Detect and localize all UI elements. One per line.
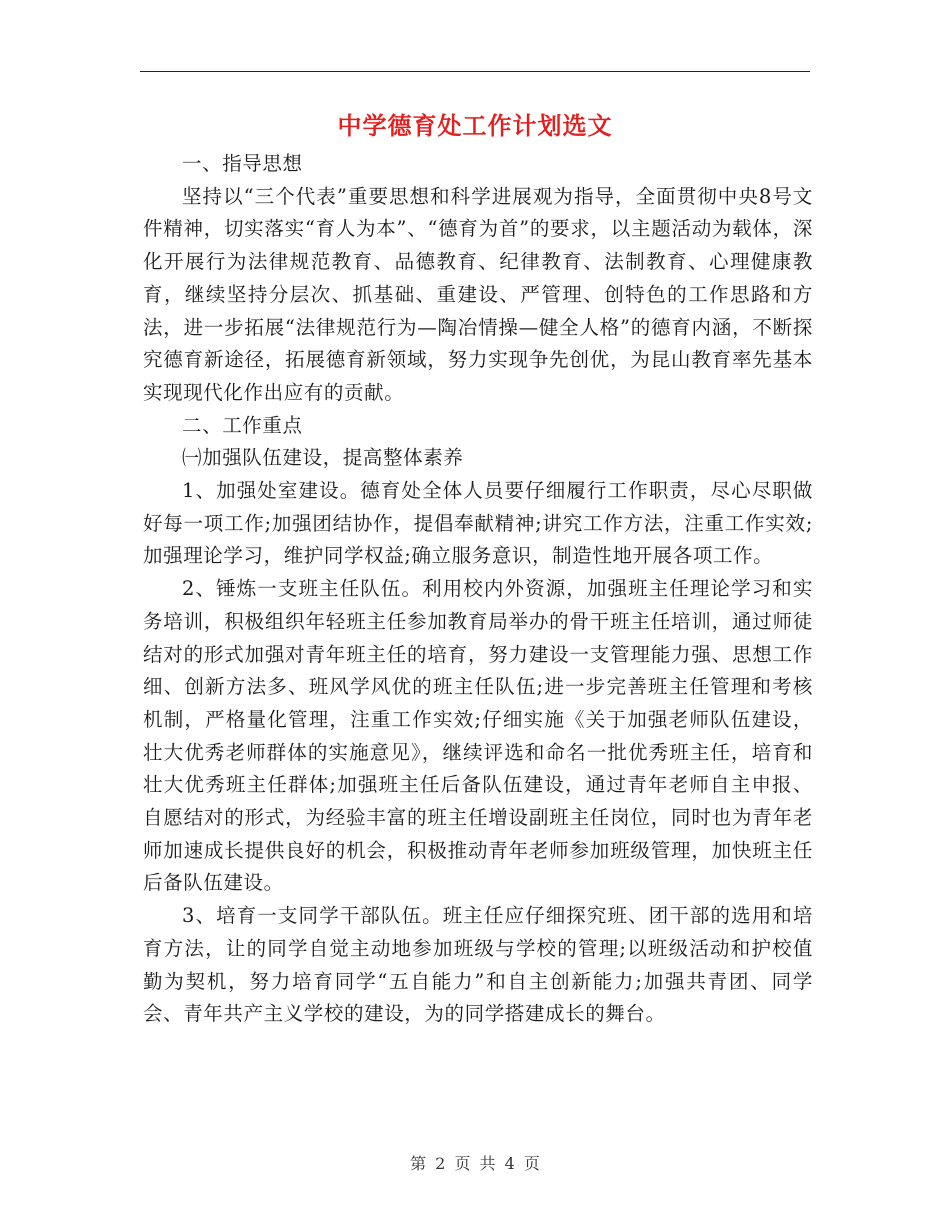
heading-guiding-ideology: 一、指导思想	[182, 152, 303, 175]
paragraph-student-cadre-team: 3、培育一支同学干部队伍。班主任应仔细探究班、团干部的选用和培育方法，让的同学自觉主动地参加班级与学校的管理;以班级活动和护校值勤为契机，努力培育同学“五自能力”和自主创新能力;加强共青团、同学会、青年共产主义学校的建设，为的同学搭建成长的舞台。	[143, 904, 813, 1026]
document-title: 中学德育处工作计划选文	[337, 112, 613, 140]
heading-work-focus: 二、工作重点	[182, 413, 303, 437]
document-body	[143, 148, 813, 1031]
paragraph-guiding-ideology: 坚持以“三个代表”重要思想和科学进展观为指导，全面贯彻中央8号文件精神，切实落实“育人为本”、“德育为首”的要求，以主题活动为载体，深化开展行为法律规范教育、品德教育、纪律教育、法制教育、心理健康教育，继续坚持分层次、抓基础、重建设、严管理、创特色的工作思路和方法，进一步拓展“法律规范行为—陶冶情操—健全人格”的德育内涵，不断探究德育新途径，拓展德育新领域，努力实现争先创优，为昆山教育率先基本实现现代化作出应有的贡献。	[143, 184, 813, 404]
paragraph-office-building: 1、加强处室建设。德育处全体人员要仔细履行工作职责，尽心尽职做好每一项工作;加强团结协作，提倡奉献精神;讲究工作方法，注重工作实效;加强理论学习，维护同学权益;确立服务意识，制造性地开展各项工作。	[143, 479, 813, 568]
header-rule	[140, 71, 810, 72]
page-number-footer: 第 2 页 共 4 页	[410, 1154, 540, 1173]
subheading-team-building: ㈠加强队伍建设，提高整体素养	[182, 446, 464, 470]
paragraph-head-teacher-team: 2、锤炼一支班主任队伍。利用校内外资源，加强班主任理论学习和实务培训，积极组织年轻班主任参加教育局举办的骨干班主任培训，通过师徒结对的形式加强对青年班主任的培育，努力建设一支管理能力强、思想工作细、创新方法多、班风学风优的班主任队伍;进一步完善班主任管理和考核机制，严格量化管理，注重工作实效;仔细实施《关于加强老师队伍建设，壮大优秀老师群体的实施意见》，继续评选和命名一批优秀班主任，培育和壮大优秀班主任群体;加强班主任后备队伍建设，通过青年老师自主申报、自愿结对的形式，为经验丰富的班主任增设副班主任岗位，同时也为青年老师加速成长提供良好的机会，积极推动青年老师参加班级管理，加快班主任后备队伍建设。	[143, 577, 813, 895]
